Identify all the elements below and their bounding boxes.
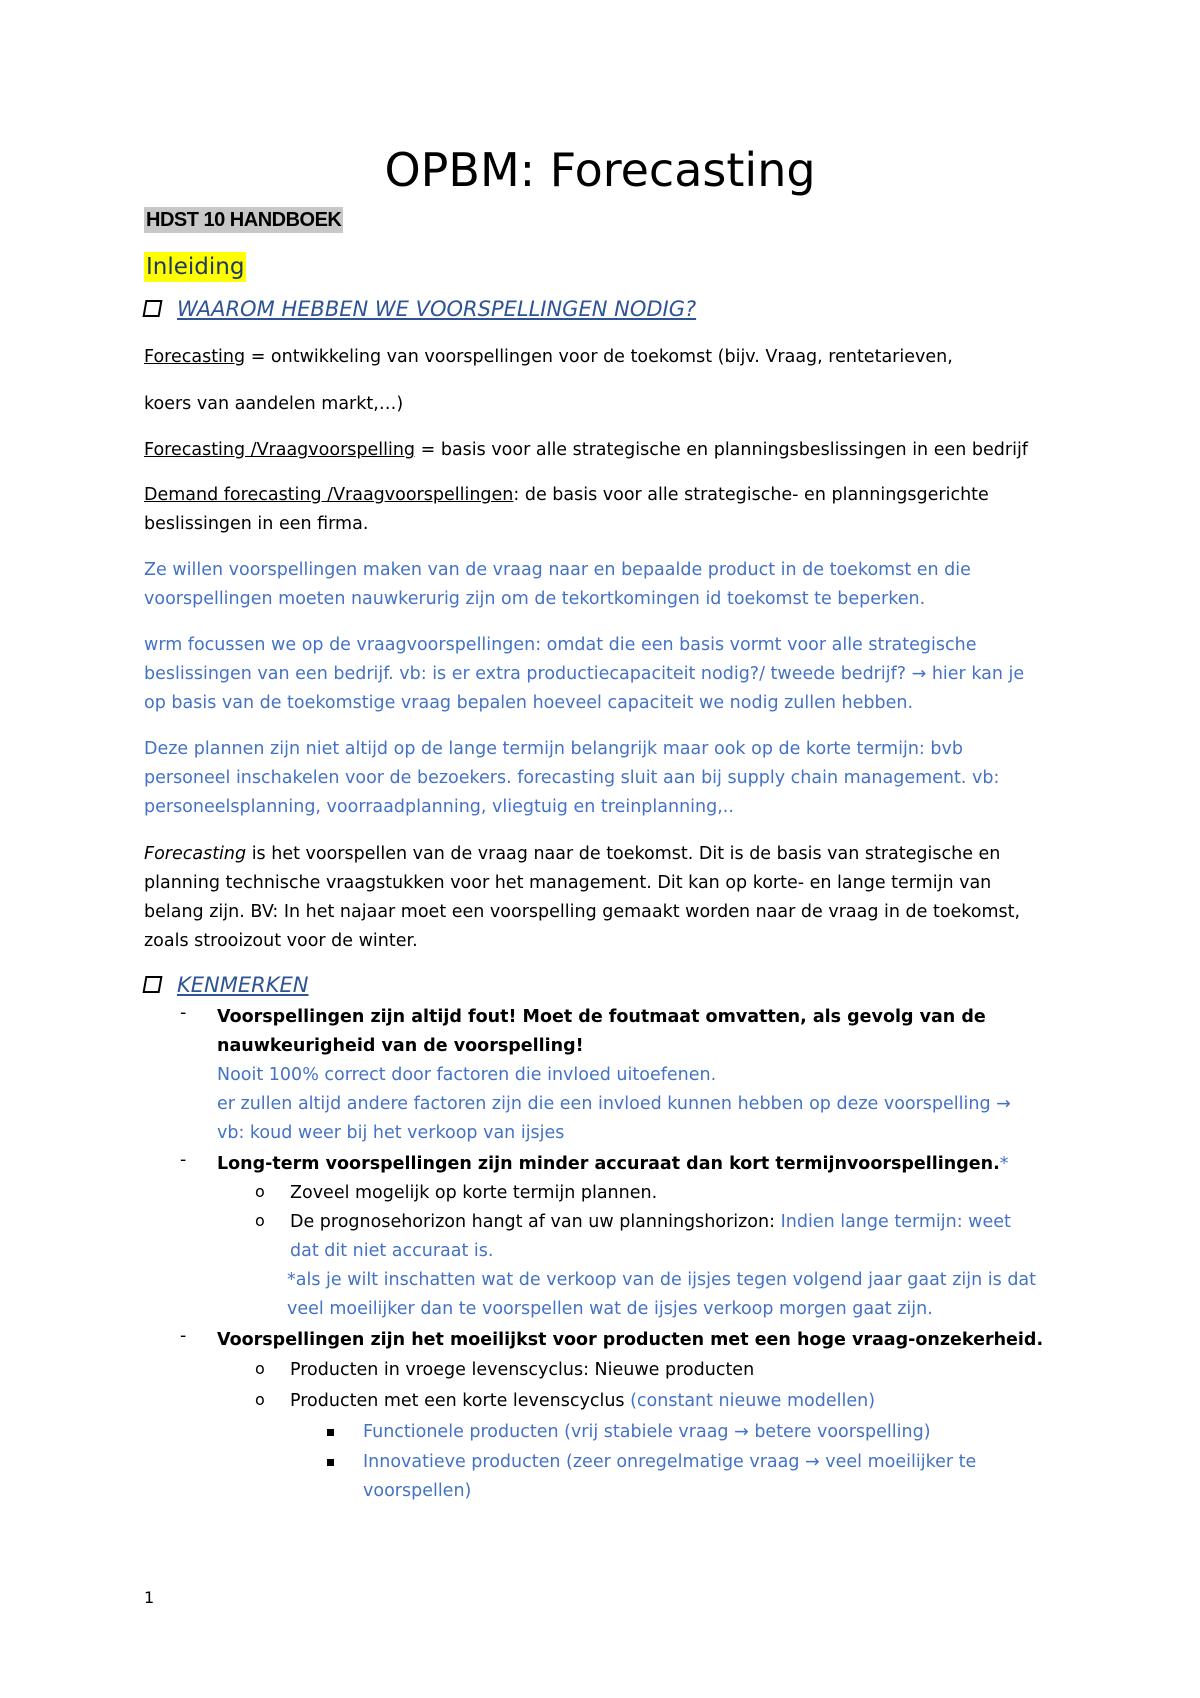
note-line: personeelsplanning, voorraadplanning, vliegtuig en treinplanning,.. <box>144 797 734 817</box>
note-paragraph-3 <box>144 735 1074 822</box>
heading-waarom-text: WAAROM HEBBEN WE VOORSPELLINGEN NODIG? <box>177 297 697 321</box>
note-line: Deze plannen zijn niet altijd op de lange termijn belangrijk maar ook op de korte termijn: bvb <box>144 739 963 759</box>
note-text: dat dit niet accuraat is. <box>290 1241 494 1261</box>
note-ijsjes <box>287 1266 1200 1324</box>
checkbox-square-icon <box>143 300 163 317</box>
def-text: : de basis voor alle strategische- en planningsgerichte <box>513 485 989 505</box>
item-line: Long-term voorspellingen zijn minder accuraat dan kort termijnvoorspellingen. <box>217 1154 1000 1174</box>
list-item-kenmerk-1 <box>217 1003 1147 1148</box>
note-line: Innovatieve producten (zeer onregelmatige vraag → veel moeilijker te <box>363 1452 977 1472</box>
list-dash-marker: - <box>180 1326 187 1346</box>
note-text: (constant nieuwe modellen) <box>630 1391 876 1411</box>
paragraph-forecasting-explained <box>144 840 1074 956</box>
list-o-marker: o <box>255 1390 265 1409</box>
heading-kenmerken-text: KENMERKEN <box>177 973 309 997</box>
item-text: De prognosehorizon hangt af van uw planningshorizon: <box>290 1212 781 1232</box>
para-line: belang zijn. BV: In het najaar moet een voorspelling gemaakt worden naar de vraag in de toekomst, <box>144 902 1021 922</box>
chapter-badge: HDST 10 HANDBOEK <box>146 209 342 231</box>
sub-sub-item-innovatieve <box>363 1448 1200 1506</box>
sub-item-korte-levenscyclus <box>290 1387 1200 1416</box>
paragraph-forecasting-def <box>144 343 1074 372</box>
sub-sub-item-functionele: Functionele producten (vrij stabiele vraag → betere voorspelling) <box>363 1422 931 1442</box>
note-line: *als je wilt inschatten wat de verkoop van de ijsjes tegen volgend jaar gaat zijn is dat <box>287 1270 1037 1290</box>
def-text-line2: beslissingen in een firma. <box>144 514 369 534</box>
page-title: OPBM: Forecasting <box>384 143 816 197</box>
list-o-marker: o <box>255 1211 265 1230</box>
term-forecasting: Forecasting <box>144 347 246 367</box>
note-line: Nooit 100% correct door factoren die invloed uitoefenen. <box>217 1065 717 1085</box>
square-bullet-icon <box>327 1459 334 1466</box>
para-line: planning technische vraagstukken voor het management. Dit kan op korte- en lange termijn van <box>144 873 992 893</box>
def-text: = ontwikkeling van voorspellingen voor de toekomst (bijv. Vraag, rentetarieven, <box>245 347 953 367</box>
heading-kenmerken <box>144 972 308 998</box>
note-line: voorspellen) <box>363 1481 472 1501</box>
paragraph-vraagvoorspelling <box>144 436 1074 465</box>
paragraph-koers: koers van aandelen markt,…) <box>144 394 404 414</box>
term-demand-forecasting: Demand forecasting /Vraagvoorspellingen <box>144 485 514 505</box>
term-forecasting-italic: Forecasting <box>144 844 247 864</box>
note-paragraph-2 <box>144 631 1074 718</box>
def-text: = basis voor alle strategische en planningsbeslissingen in een bedrijf <box>415 440 1028 460</box>
note-line: beslissingen van een bedrijf. vb: is er extra productiecapaciteit nodig?/ tweede bedrijf? → hier kan je <box>144 664 1025 684</box>
list-item-kenmerk-2 <box>217 1150 1147 1179</box>
para-line: is het voorspellen van de vraag naar de toekomst. Dit is de basis van strategische en <box>246 844 1001 864</box>
footnote-star: * <box>999 1154 1009 1174</box>
list-dash-marker: - <box>180 1003 187 1023</box>
note-line: er zullen altijd andere factoren zijn die een invloed kunnen hebben op deze voorspelling → <box>217 1094 1011 1114</box>
item-line: Voorspellingen zijn altijd fout! Moet de foutmaat omvatten, als gevolg van de <box>217 1007 986 1027</box>
section-heading-inleiding: Inleiding <box>146 254 245 280</box>
note-line: Ze willen voorspellingen maken van de vraag naar en bepaalde product in de toekomst en die <box>144 560 971 580</box>
item-line: nauwkeurigheid van de voorspelling! <box>217 1036 584 1056</box>
list-item-kenmerk-3: Voorspellingen zijn het moeilijkst voor producten met een hoge vraag-onzekerheid. <box>217 1330 1044 1350</box>
sub-item-korte-termijn: Zoveel mogelijk op korte termijn plannen. <box>290 1183 658 1203</box>
heading-waarom <box>144 296 696 322</box>
note-line: op basis van de toekomstige vraag bepalen hoeveel capaciteit we nodig zullen hebben. <box>144 693 914 713</box>
term-vraagvoorspelling: Forecasting /Vraagvoorspelling <box>144 440 416 460</box>
sub-item-vroege-levenscyclus: Producten in vroege levenscyclus: Nieuwe producten <box>290 1360 755 1380</box>
note-text: Indien lange termijn: weet <box>780 1212 1011 1232</box>
square-bullet-icon <box>327 1429 334 1436</box>
note-paragraph-1 <box>144 556 1074 614</box>
item-text: Producten met een korte levenscyclus <box>290 1391 631 1411</box>
list-o-marker: o <box>255 1182 265 1201</box>
page-number: 1 <box>144 1588 155 1607</box>
checkbox-square-icon <box>143 976 163 993</box>
note-line: personeel inschakelen voor de bezoekers. forecasting sluit aan bij supply chain management. vb: <box>144 768 1000 788</box>
para-line: zoals strooizout voor de winter. <box>144 931 418 951</box>
list-dash-marker: - <box>180 1150 187 1170</box>
paragraph-demand-forecasting <box>144 481 1074 539</box>
list-o-marker: o <box>255 1359 265 1378</box>
note-line: vb: koud weer bij het verkoop van ijsjes <box>217 1123 565 1143</box>
sub-item-prognosehorizon <box>290 1208 1200 1266</box>
note-line: voorspellingen moeten nauwkerurig zijn om de tekortkomingen id toekomst te beperken. <box>144 589 926 609</box>
note-line: veel moeilijker dan te voorspellen wat de ijsjes verkoop morgen gaat zijn. <box>287 1299 933 1319</box>
note-line: wrm focussen we op de vraagvoorspellingen: omdat die een basis vormt voor alle strategische <box>144 635 977 655</box>
